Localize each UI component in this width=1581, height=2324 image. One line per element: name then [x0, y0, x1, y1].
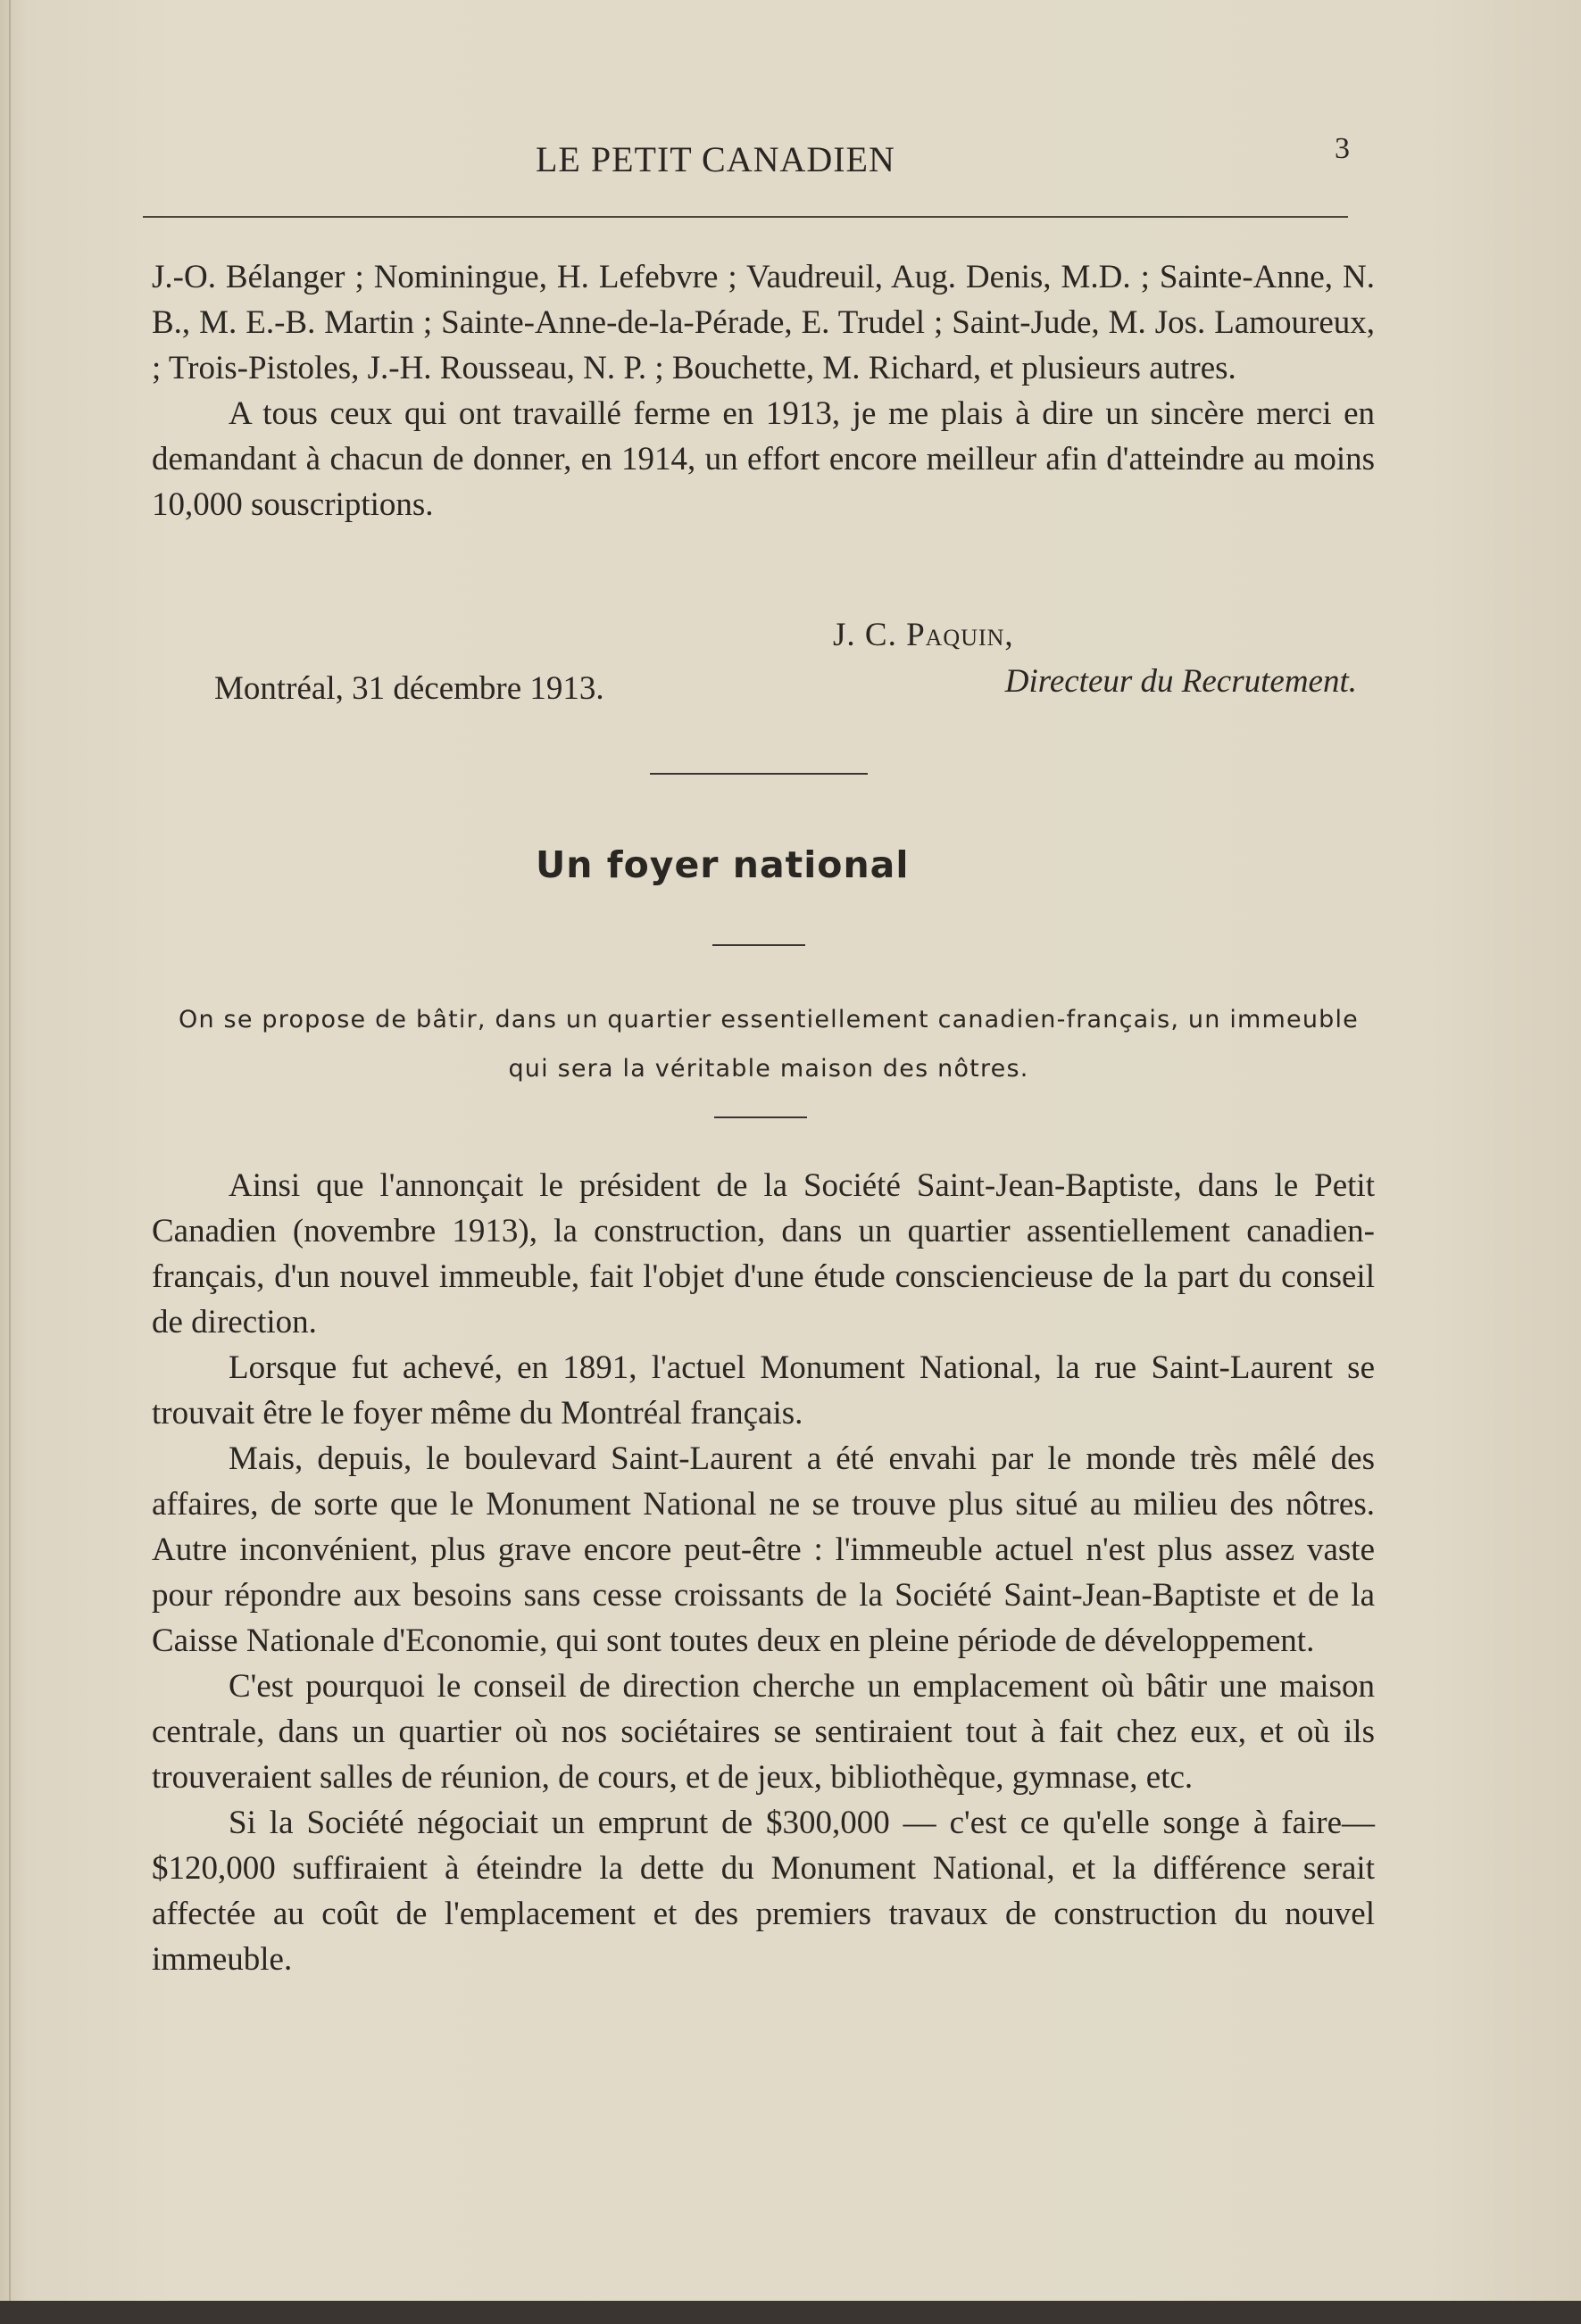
signature-block: [152, 616, 1375, 714]
subtitle-divider: [714, 1116, 807, 1118]
title-divider: [712, 944, 805, 946]
article-paragraph: Ainsi que l'annonçait le président de la Société Saint-Jean-Baptiste, dans le Petit Canadien (novembre 1913), la construction, dans un quartier assentiellement canadien-français, d'un nouvel immeuble, fait l'objet d'une étude consciencieuse de la part du conseil de direction.: [152, 1167, 1375, 1340]
running-head: LE PETIT CANADIEN: [536, 139, 895, 179]
article-title: Un foyer national: [536, 843, 910, 886]
article-paragraph: Lorsque fut achevé, en 1891, l'actuel Monument National, la rue Saint-Laurent se trouvait être le foyer même du Montréal français.: [152, 1349, 1375, 1432]
intro-paragraph: A tous ceux qui ont travaillé ferme en 1913, je me plais à dire un sincère merci en demandant à chacun de donner, en 1914, un effort encore meilleur afin d'atteindre au moins 10,000 souscriptions.: [152, 395, 1375, 523]
scan-bottom-edge: [0, 2301, 1581, 2324]
intro-paragraph: J.-O. Bélanger ; Nominingue, H. Lefebvre ; Vaudreuil, Aug. Denis, M.D. ; Sainte-Anne, N. B., M. E.-B. Martin ; Sainte-Anne-de-la-Pérade, E. Trudel ; Saint-Jude, M. Jos. Lamoureux, ; Trois-Pistoles, J.-H. Rousseau, N. P. ; Bouchette, M. Richard, et plusieurs autres.: [152, 259, 1375, 386]
page-number: 3: [1335, 132, 1350, 165]
section-divider: [650, 773, 868, 775]
signature-name: J. C. Paquin,: [833, 617, 1014, 653]
article-paragraph: Mais, depuis, le boulevard Saint-Laurent a été envahi par le monde très mêlé des affaires, de sorte que le Monument National ne se trouve plus situé au milieu des nôtres. Autre inconvénient, plus grave encore peut-être : l'immeuble actuel n'est plus assez vaste pour répondre aux besoins sans cesse croissants de la Société Saint-Jean-Baptiste et de la Caisse Nationale d'Economie, qui sont toutes deux en pleine période de développement.: [152, 1440, 1375, 1659]
intro-text: [152, 254, 1375, 527]
signature-place-date: Montréal, 31 décembre 1913.: [214, 670, 604, 707]
binding-edge: [9, 0, 11, 2324]
header-divider: [143, 216, 1348, 218]
article-paragraph: Si la Société négociait un emprunt de $300,000 — c'est ce qu'elle songe à faire—$120,000 suffiraient à éteindre la dette du Monument National, et la différence serait affectée au coût de l'emplacement et des premiers travaux de construction du nouvel immeuble.: [152, 1805, 1375, 1978]
article-subtitle: On se propose de bâtir, dans un quartier essentiellement canadien-français, un immeuble qui sera la véritable maison des nôtres.: [179, 1006, 1359, 1083]
article-paragraph: C'est pourquoi le conseil de direction cherche un emplacement où bâtir une maison centrale, dans un quartier où nos sociétaires se sentiraient tout à fait chez eux, et où ils trouveraient salles de réunion, de cours, et de jeux, bibliothèque, gymnase, etc.: [152, 1668, 1375, 1796]
article-body: [152, 1163, 1375, 1982]
signature-title: Directeur du Recrutement.: [1004, 663, 1357, 700]
